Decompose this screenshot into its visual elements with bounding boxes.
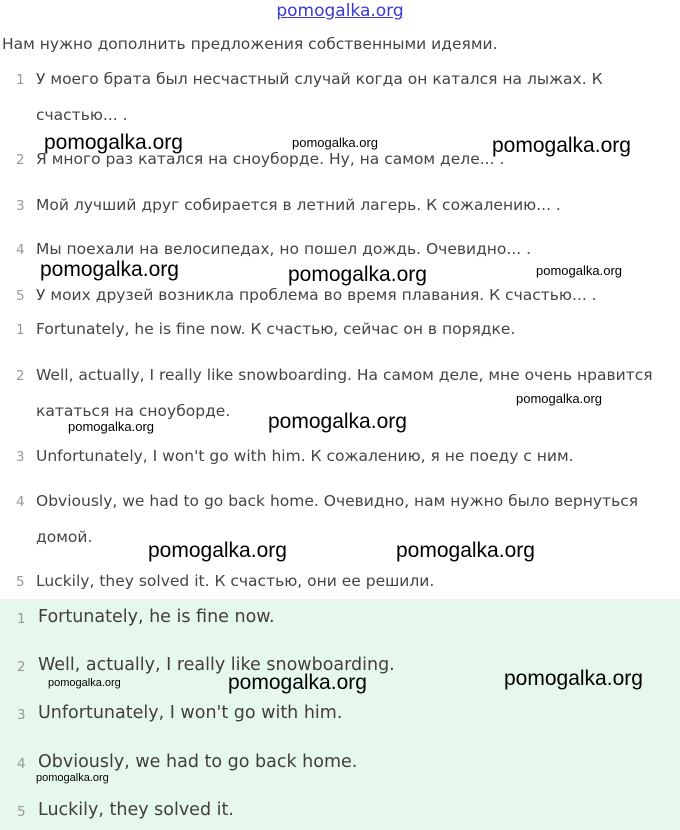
- watermark: pomogalka.org: [396, 539, 535, 562]
- answer-number: 4: [17, 756, 26, 772]
- translation-number: 1: [16, 322, 25, 338]
- watermark: pomogalka.org: [516, 391, 602, 406]
- watermark: pomogalka.org: [288, 263, 427, 286]
- translation-item: Luckily, they solved it. К счастью, они ее решили.: [36, 572, 435, 590]
- watermark: pomogalka.org: [148, 539, 287, 562]
- translation-item: Fortunately, he is fine now. К счастью, сейчас он в порядке.: [36, 320, 516, 338]
- translation-number: 5: [16, 574, 25, 590]
- site-link[interactable]: pomogalka.org: [276, 1, 404, 21]
- answer-box: [0, 599, 680, 830]
- translation-item: Well, actually, I really like snowboarding. На самом деле, мне очень нравится кататься на сноуборде.: [36, 366, 653, 420]
- watermark: pomogalka.org: [48, 677, 121, 689]
- task-item: Мы поехали на велосипедах, но пошел дождь. Очевидно... .: [36, 240, 532, 258]
- answer-item: Unfortunately, I won't go with him.: [38, 703, 343, 723]
- translation-item: Unfortunately, I won't go with him. К сожалению, я не поеду с ним.: [36, 447, 574, 465]
- answer-item: Luckily, they solved it.: [38, 800, 234, 820]
- watermark: pomogalka.org: [40, 258, 179, 281]
- translation-item: Obviously, we had to go back home. Очевидно, нам нужно было вернуться домой.: [36, 492, 639, 546]
- answer-number: 1: [17, 611, 26, 627]
- task-item: Я много раз катался на сноуборде. Ну, на самом деле... .: [36, 150, 505, 168]
- watermark: pomogalka.org: [492, 134, 631, 157]
- watermark: pomogalka.org: [68, 419, 154, 434]
- translation-number: 2: [16, 368, 25, 384]
- answer-number: 5: [17, 804, 26, 820]
- watermark: pomogalka.org: [268, 410, 407, 433]
- answer-item: Fortunately, he is fine now.: [38, 607, 275, 627]
- task-number: 1: [16, 72, 25, 88]
- translation-number: 4: [16, 494, 25, 510]
- task-item: Мой лучший друг собирается в летний лагерь. К сожалению... .: [36, 196, 561, 214]
- task-number: 3: [16, 198, 25, 214]
- answer-number: 2: [17, 659, 26, 675]
- task-number: 5: [16, 288, 25, 304]
- watermark: pomogalka.org: [228, 671, 367, 694]
- task-number: 4: [16, 242, 25, 258]
- answer-item: Well, actually, I really like snowboarding.: [38, 655, 395, 675]
- task-item: У моего брата был несчастный случай когда он катался на лыжах. К счастью... .: [36, 70, 603, 124]
- task-number: 2: [16, 152, 25, 168]
- watermark: pomogalka.org: [36, 772, 109, 784]
- watermark: pomogalka.org: [536, 263, 622, 278]
- task-intro: Нам нужно дополнить предложения собственными идеями.: [2, 35, 498, 53]
- task-item: У моих друзей возникла проблема во время плавания. К счастью... .: [36, 286, 597, 304]
- answer-item: Obviously, we had to go back home.: [38, 752, 358, 772]
- watermark: pomogalka.org: [504, 667, 643, 690]
- watermark: pomogalka.org: [44, 131, 183, 154]
- answer-number: 3: [17, 707, 26, 723]
- watermark: pomogalka.org: [292, 135, 378, 150]
- translation-number: 3: [16, 449, 25, 465]
